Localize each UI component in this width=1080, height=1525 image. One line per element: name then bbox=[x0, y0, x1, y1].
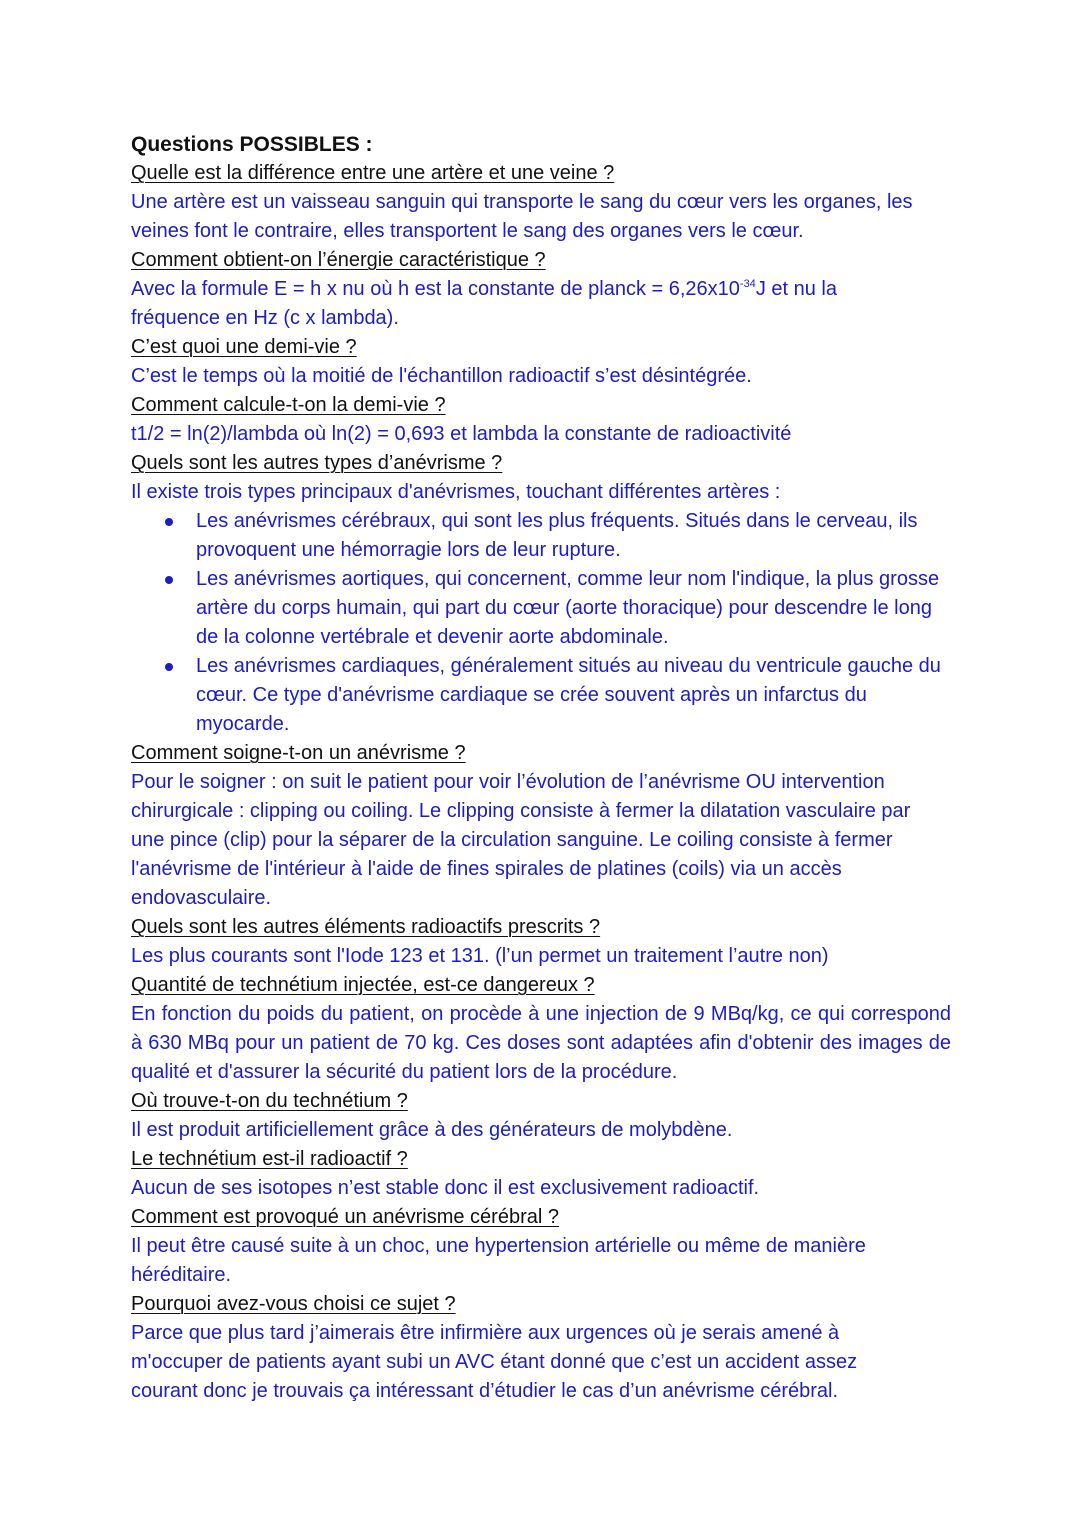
question-types-anevrisme: Quels sont les autres types d’anévrisme ? bbox=[131, 452, 503, 474]
anevrisme-types-list bbox=[131, 507, 951, 739]
question-technetium-radioactif: Le technétium est-il radioactif ? bbox=[131, 1148, 408, 1170]
answer-energie-part1: Avec la formule E = h x nu où h est la constante de planck = 6,26x10 bbox=[131, 278, 740, 300]
question-artere-veine: Quelle est la différence entre une artère et une veine ? bbox=[131, 162, 615, 184]
answer-cause-anevrisme: Il peut être causé suite à un choc, une hypertension artérielle ou même de manière héréditaire. bbox=[131, 1235, 866, 1286]
question-ou-technetium: Où trouve-t-on du technétium ? bbox=[131, 1090, 408, 1112]
list-item: Les anévrismes cérébraux, qui sont les plus fréquents. Situés dans le cerveau, ils provoquent une hémorragie lors de leur rupture. bbox=[196, 507, 951, 565]
answer-artere-veine: Une artère est un vaisseau sanguin qui transporte le sang du cœur vers les organes, les veines font le contraire, elles transportent le sang des organes vers le cœur. bbox=[131, 191, 913, 242]
list-item: Les anévrismes aortiques, qui concernent, comme leur nom l'indique, la plus grosse artère du corps humain, qui part du cœur (aorte thoracique) pour descendre le long de la colonne vertébrale et devenir aorte abdominale. bbox=[196, 565, 951, 652]
question-calcul-demi-vie: Comment calcule-t-on la demi-vie ? bbox=[131, 394, 446, 416]
question-choix-sujet: Pourquoi avez-vous choisi ce sujet ? bbox=[131, 1293, 456, 1315]
bullet-icon bbox=[165, 663, 173, 671]
question-energie: Comment obtient-on l’énergie caractéristique ? bbox=[131, 249, 546, 271]
question-cause-anevrisme: Comment est provoqué un anévrisme cérébral ? bbox=[131, 1206, 559, 1228]
answer-soin-anevrisme: Pour le soigner : on suit le patient pour voir l’évolution de l’anévrisme OU intervention chirurgicale : clipping ou coiling. Le clipping consiste à fermer la dilatation vasculaire par une pince (clip) pour la séparer de la circulation sanguine. Le coiling consiste à fermer l'anévrisme de l'intérieur à l'aide de fines spirales de platines (coils) via un accès endovasculaire. bbox=[131, 771, 911, 909]
answer-quantite-technetium: En fonction du poids du patient, on procède à une injection de 9 MBq/kg, ce qui correspond à 630 MBq pour un patient de 70 kg. Ces doses sont adaptées afin d'obtenir des images de qualité et d'assurer la sécurité du patient lors de la procédure. bbox=[131, 1003, 951, 1083]
answer-types-anevrisme: Il existe trois types principaux d'anévrismes, touchant différentes artères : bbox=[131, 481, 781, 503]
answer-energie-part2: J et nu la fréquence en Hz (c x lambda). bbox=[131, 278, 837, 329]
document-page bbox=[131, 130, 951, 1406]
question-elements-radioactifs: Quels sont les autres éléments radioactifs prescrits ? bbox=[131, 916, 601, 938]
answer-calcul-demi-vie: t1/2 = ln(2)/lambda où ln(2) = 0,693 et lambda la constante de radioactivité bbox=[131, 423, 792, 445]
answer-elements-radioactifs: Les plus courants sont l'Iode 123 et 131. (l’un permet un traitement l’autre non) bbox=[131, 945, 829, 967]
question-quantite-technetium: Quantité de technétium injectée, est-ce dangereux ? bbox=[131, 974, 595, 996]
answer-technetium-radioactif: Aucun de ses isotopes n’est stable donc il est exclusivement radioactif. bbox=[131, 1177, 760, 1199]
page-title: Questions POSSIBLES : bbox=[131, 133, 373, 156]
bullet-icon bbox=[165, 518, 173, 526]
answer-demi-vie: C’est le temps où la moitié de l'échantillon radioactif s’est désintégrée. bbox=[131, 365, 752, 387]
answer-energie bbox=[131, 275, 951, 333]
question-soin-anevrisme: Comment soigne-t-on un anévrisme ? bbox=[131, 742, 466, 764]
list-item: Les anévrismes cardiaques, généralement situés au niveau du ventricule gauche du cœur. Ce type d'anévrisme cardiaque se crée souvent après un infarctus du myocarde. bbox=[196, 652, 951, 739]
bullet-icon bbox=[165, 576, 173, 584]
answer-ou-technetium: Il est produit artificiellement grâce à des générateurs de molybdène. bbox=[131, 1119, 733, 1141]
question-demi-vie: C’est quoi une demi-vie ? bbox=[131, 336, 357, 358]
exponent: -34 bbox=[739, 278, 756, 290]
answer-choix-sujet: Parce que plus tard j’aimerais être infirmière aux urgences où je serais amené à m'occuper de patients ayant subi un AVC étant donné que c’est un accident assez courant donc je trouvais ça intéressant d’étudier le cas d’un anévrisme cérébral. bbox=[131, 1322, 858, 1402]
